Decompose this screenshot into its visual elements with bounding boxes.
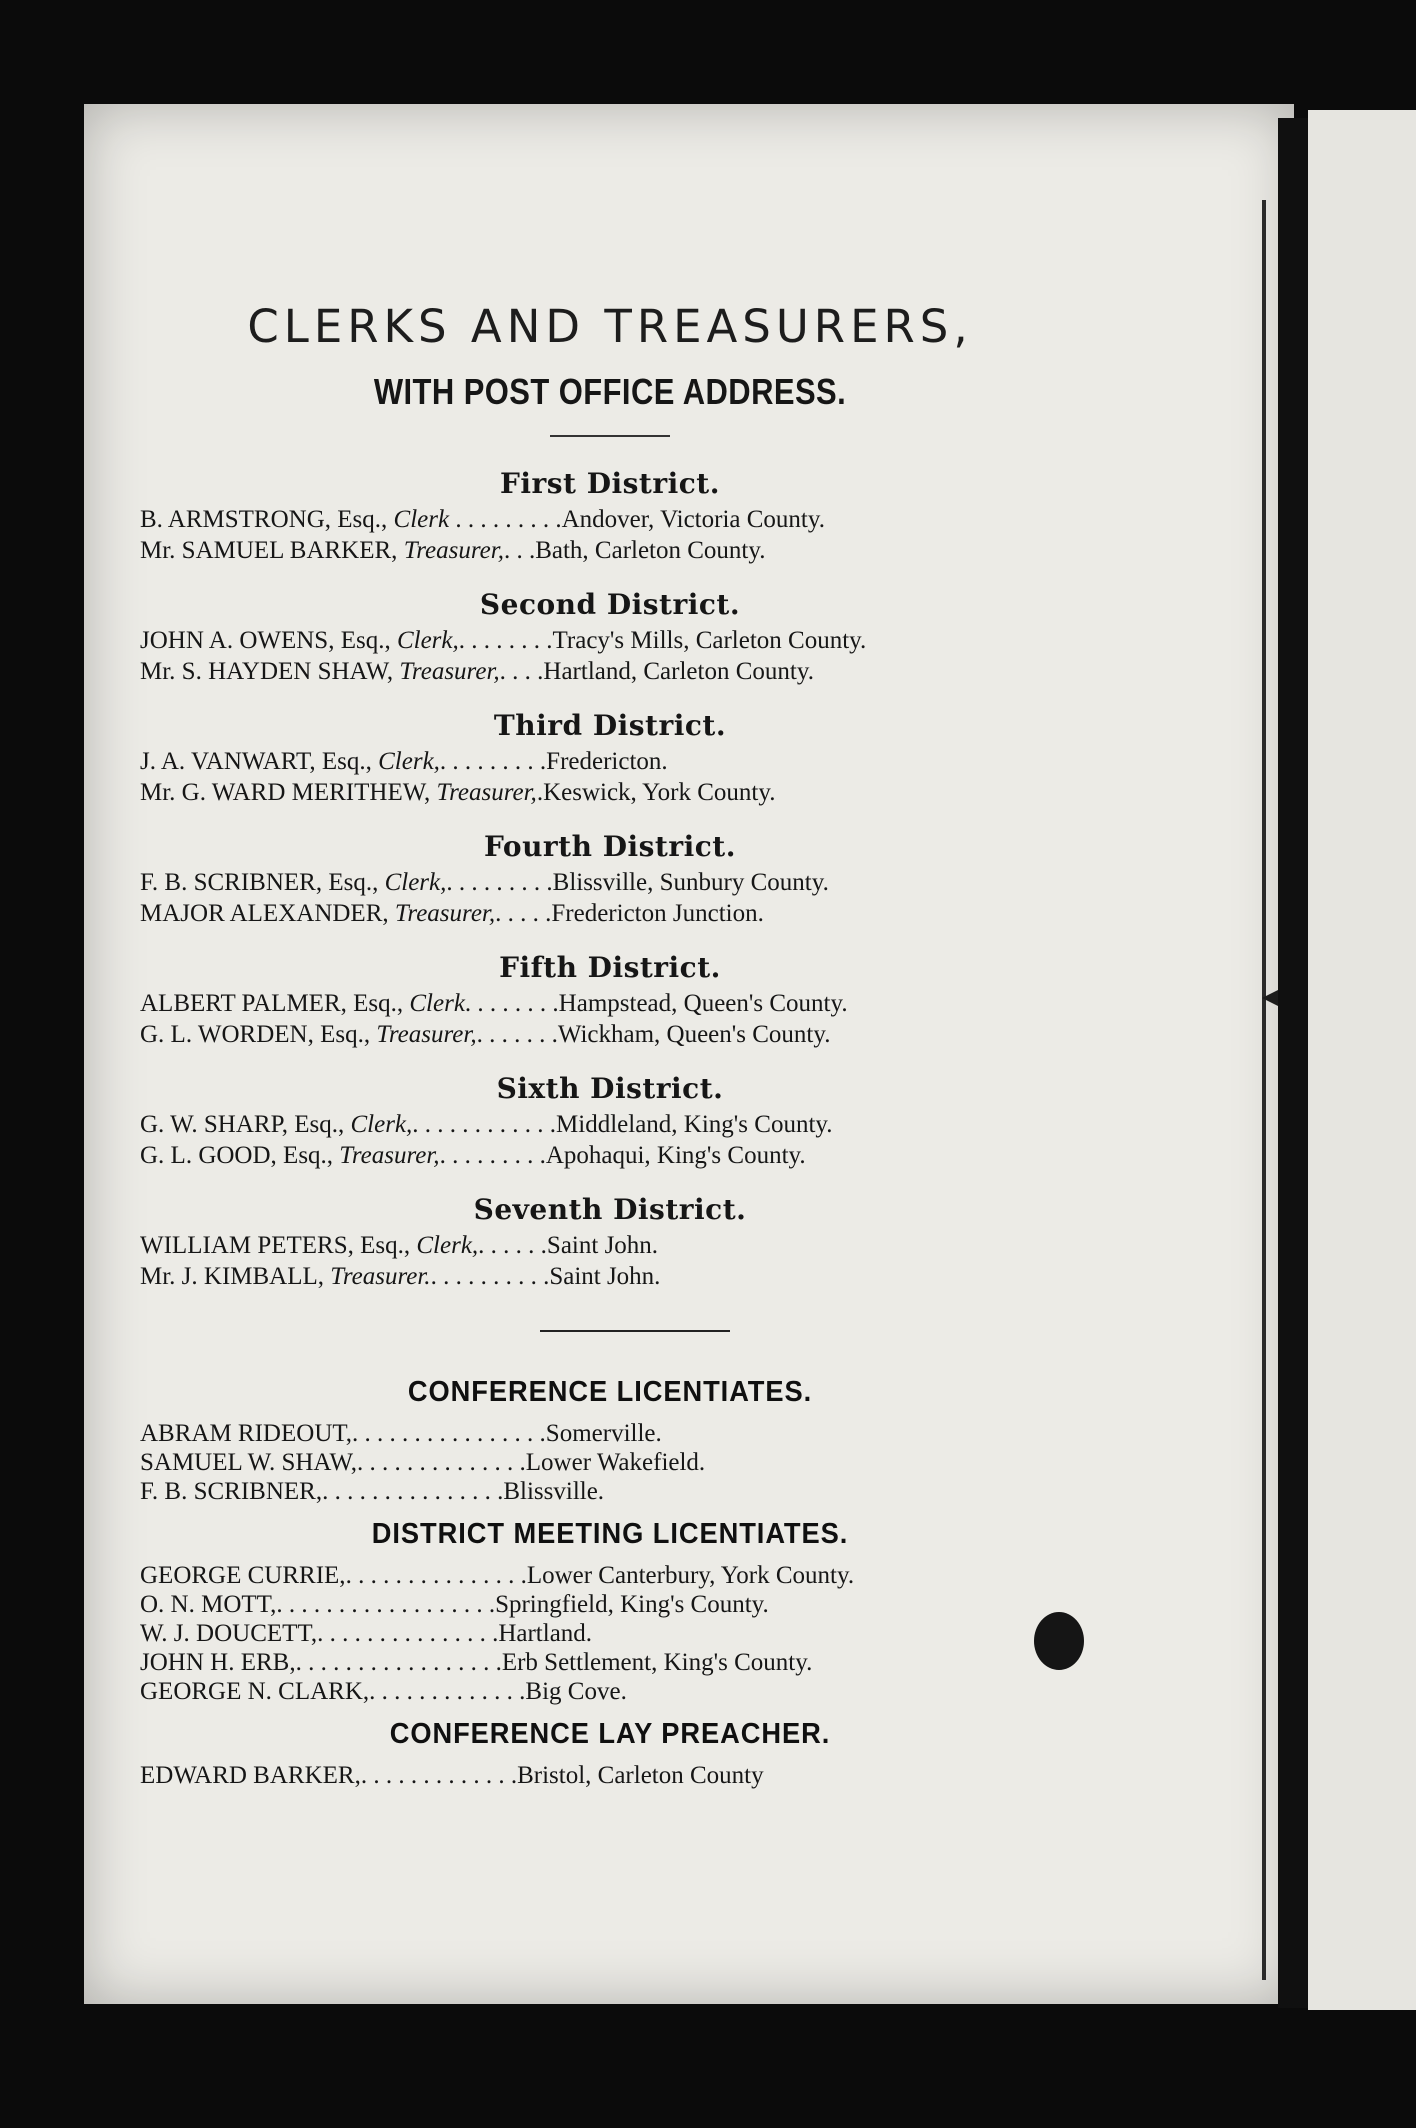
binding-gutter bbox=[1278, 118, 1308, 2008]
district-entry bbox=[140, 656, 1080, 687]
entry-name: Mr. S. HAYDEN SHAW, bbox=[140, 658, 394, 685]
entry-name: W. J. DOUCETT, bbox=[140, 1620, 318, 1647]
entry-role: Clerk, bbox=[384, 869, 447, 896]
entry-leader-dots: . . . . . . . . . bbox=[439, 1142, 546, 1169]
entry-name: ABRAM RIDEOUT, bbox=[140, 1420, 353, 1447]
entry-leader-dots: . . . . . . . . . . . . . bbox=[360, 1762, 518, 1789]
entry-leader-dots: . . . . . . . . . bbox=[455, 506, 562, 533]
district-heading: Third District. bbox=[493, 709, 727, 742]
entry-address: Wickham, Queen's County. bbox=[557, 1021, 831, 1048]
entry-leader-dots: . . . . . . . . . . . . bbox=[412, 1111, 557, 1138]
entry-leader-dots: . . . . . . . . . . . . . . . bbox=[345, 1562, 527, 1589]
district-heading: First District. bbox=[500, 467, 720, 500]
licentiate-entry bbox=[140, 1677, 1080, 1706]
entry-role: Treasurer. bbox=[330, 1263, 431, 1290]
district-meeting-licentiates-section bbox=[140, 1518, 1080, 1706]
licentiate-entry bbox=[140, 1561, 1080, 1590]
licentiate-entry bbox=[140, 1619, 1080, 1648]
district-section bbox=[140, 951, 1080, 1050]
entry-leader-dots: . . . . . . . bbox=[476, 1021, 558, 1048]
ink-blot bbox=[1034, 1612, 1084, 1670]
entry-leader-dots: . . . . . . . . . . . . . bbox=[369, 1678, 526, 1705]
entry-leader-dots: . . . . bbox=[499, 658, 544, 685]
licentiate-entry bbox=[140, 1448, 1080, 1477]
entry-address: Keswick, York County. bbox=[543, 779, 776, 806]
entry-address: Fredericton. bbox=[546, 748, 668, 775]
entry-address: Blissville. bbox=[503, 1478, 605, 1505]
entry-leader-dots: . . . . . . . . . bbox=[439, 748, 547, 775]
section-divider bbox=[540, 1330, 730, 1332]
entry-leader-dots: . . . . . . . . bbox=[458, 627, 553, 654]
section-heading: DISTRICT MEETING LICENTIATES. bbox=[371, 1518, 849, 1550]
entry-name: G. L. WORDEN, Esq., bbox=[140, 1021, 371, 1048]
entry-address: Bristol, Carleton County bbox=[517, 1762, 764, 1789]
licentiate-entry bbox=[140, 1648, 1080, 1677]
entry-leader-dots: . . . . . . . . bbox=[464, 990, 559, 1017]
document-body bbox=[140, 300, 1080, 1802]
district-entry bbox=[140, 1019, 1080, 1050]
entry-leader-dots: . . . . . . . . . . . . . . . . bbox=[352, 1420, 546, 1447]
entry-role: Clerk, bbox=[396, 627, 459, 654]
entry-leader-dots: . . . . . . . . . . . . . . . bbox=[322, 1478, 504, 1505]
entry-role: Treasurer, bbox=[339, 1142, 440, 1169]
entry-role: Clerk, bbox=[350, 1111, 413, 1138]
district-heading: Second District. bbox=[479, 588, 741, 621]
licentiate-entry bbox=[140, 1477, 1080, 1506]
entry-address: Hartland. bbox=[498, 1620, 593, 1647]
entry-address: Erb Settlement, King's County. bbox=[501, 1649, 813, 1676]
district-section bbox=[140, 830, 1080, 929]
page-subtitle: WITH POST OFFICE ADDRESS. bbox=[373, 371, 847, 412]
entry-role: Treasurer, bbox=[399, 658, 500, 685]
entry-leader-dots: . . . . . . . . . . bbox=[430, 1263, 550, 1290]
preacher-entry bbox=[140, 1761, 1080, 1790]
district-entry bbox=[140, 1230, 1080, 1261]
entry-role: Treasurer, bbox=[436, 779, 537, 806]
entry-name: F. B. SCRIBNER, bbox=[140, 1478, 323, 1505]
entry-address: Big Cove. bbox=[525, 1678, 627, 1705]
entry-name: JOHN H. ERB, bbox=[140, 1649, 296, 1676]
entry-leader-dots: . . . . . . . . . . . . . . . . . bbox=[295, 1649, 502, 1676]
entry-leader-dots: . . . . . . bbox=[478, 1232, 547, 1259]
district-entry bbox=[140, 1261, 1080, 1292]
entry-role: Clerk bbox=[393, 506, 450, 533]
district-entry bbox=[140, 988, 1080, 1019]
title-rule bbox=[550, 435, 670, 437]
entry-name: ALBERT PALMER, Esq., bbox=[140, 990, 404, 1017]
entry-address: Saint John. bbox=[546, 1232, 659, 1259]
district-section bbox=[140, 588, 1080, 687]
licentiate-entry bbox=[140, 1590, 1080, 1619]
entry-address: Bath, Carleton County. bbox=[535, 537, 766, 564]
district-section bbox=[140, 1072, 1080, 1171]
entry-leader-dots: . . . . . bbox=[495, 900, 552, 927]
entry-role: Treasurer, bbox=[376, 1021, 477, 1048]
page-fold-edge bbox=[1262, 200, 1266, 1980]
entry-address: Middleland, King's County. bbox=[556, 1111, 833, 1138]
districts-list bbox=[140, 467, 1080, 1292]
entry-name: WILLIAM PETERS, Esq., bbox=[140, 1232, 411, 1259]
conference-lay-preacher-section bbox=[140, 1718, 1080, 1790]
entry-name: F. B. SCRIBNER, Esq., bbox=[140, 869, 379, 896]
entry-leader-dots: . bbox=[536, 779, 544, 806]
entry-address: Fredericton Junction. bbox=[551, 900, 764, 927]
district-entry bbox=[140, 535, 1080, 566]
entry-name: EDWARD BARKER, bbox=[140, 1762, 361, 1789]
entry-role: Clerk, bbox=[416, 1232, 479, 1259]
district-section bbox=[140, 467, 1080, 566]
district-section bbox=[140, 1193, 1080, 1292]
district-entry bbox=[140, 898, 1080, 929]
district-entry bbox=[140, 777, 1080, 808]
entry-name: GEORGE CURRIE, bbox=[140, 1562, 346, 1589]
entry-address: Lower Canterbury, York County. bbox=[526, 1562, 855, 1589]
entry-address: Tracy's Mills, Carleton County. bbox=[552, 627, 867, 654]
entry-address: Lower Wakefield. bbox=[525, 1449, 706, 1476]
district-entry bbox=[140, 625, 1080, 656]
district-heading: Sixth District. bbox=[496, 1072, 724, 1105]
entry-leader-dots: . . . . . . . . . . . . . . bbox=[357, 1449, 526, 1476]
licentiate-entry bbox=[140, 1419, 1080, 1448]
district-entry bbox=[140, 867, 1080, 898]
entry-leader-dots: . . . bbox=[503, 537, 536, 564]
entry-role: Clerk bbox=[409, 990, 465, 1017]
district-section bbox=[140, 709, 1080, 808]
entry-name: J. A. VANWART, Esq., bbox=[140, 748, 372, 775]
entry-name: GEORGE N. CLARK, bbox=[140, 1678, 370, 1705]
entry-address: Hartland, Carleton County. bbox=[543, 658, 814, 685]
entry-name: MAJOR ALEXANDER, bbox=[140, 900, 389, 927]
entry-address: Springfield, King's County. bbox=[495, 1591, 769, 1618]
district-entry bbox=[140, 1140, 1080, 1171]
conference-licentiates-section bbox=[140, 1376, 1080, 1506]
district-heading: Seventh District. bbox=[473, 1193, 747, 1226]
entry-role: Treasurer, bbox=[403, 537, 504, 564]
entry-name: G. L. GOOD, Esq., bbox=[140, 1142, 334, 1169]
entry-role: Clerk, bbox=[378, 748, 440, 775]
entry-address: Hampstead, Queen's County. bbox=[558, 990, 848, 1017]
entry-name: B. ARMSTRONG, Esq., bbox=[140, 506, 388, 533]
section-heading: CONFERENCE LICENTIATES. bbox=[407, 1376, 813, 1408]
entry-name: SAMUEL W. SHAW, bbox=[140, 1449, 358, 1476]
district-heading: Fifth District. bbox=[499, 951, 721, 984]
page-title: CLERKS AND TREASURERS, bbox=[247, 300, 973, 353]
entry-role: Treasurer, bbox=[394, 900, 496, 927]
entry-address: Saint John. bbox=[549, 1263, 661, 1290]
entry-address: Blissville, Sunbury County. bbox=[552, 869, 829, 896]
district-heading: Fourth District. bbox=[484, 830, 736, 863]
entry-name: JOHN A. OWENS, Esq., bbox=[140, 627, 391, 654]
entry-leader-dots: . . . . . . . . . bbox=[446, 869, 553, 896]
entry-name: Mr. G. WARD MERITHEW, bbox=[140, 779, 431, 806]
adjacent-page bbox=[1308, 110, 1416, 2010]
section-heading: CONFERENCE LAY PREACHER. bbox=[389, 1718, 831, 1750]
district-entry bbox=[140, 1109, 1080, 1140]
district-entry bbox=[140, 746, 1080, 777]
district-entry bbox=[140, 504, 1080, 535]
entry-leader-dots: . . . . . . . . . . . . . . . . . . bbox=[276, 1591, 496, 1618]
entry-address: Somerville. bbox=[545, 1420, 662, 1447]
entry-name: Mr. SAMUEL BARKER, bbox=[140, 537, 398, 564]
entry-name: O. N. MOTT, bbox=[140, 1591, 277, 1618]
entry-address: Andover, Victoria County. bbox=[561, 506, 825, 533]
entry-address: Apohaqui, King's County. bbox=[545, 1142, 806, 1169]
entry-name: Mr. J. KIMBALL, bbox=[140, 1263, 325, 1290]
entry-name: G. W. SHARP, Esq., bbox=[140, 1111, 345, 1138]
entry-leader-dots: . . . . . . . . . . . . . . . bbox=[317, 1620, 499, 1647]
